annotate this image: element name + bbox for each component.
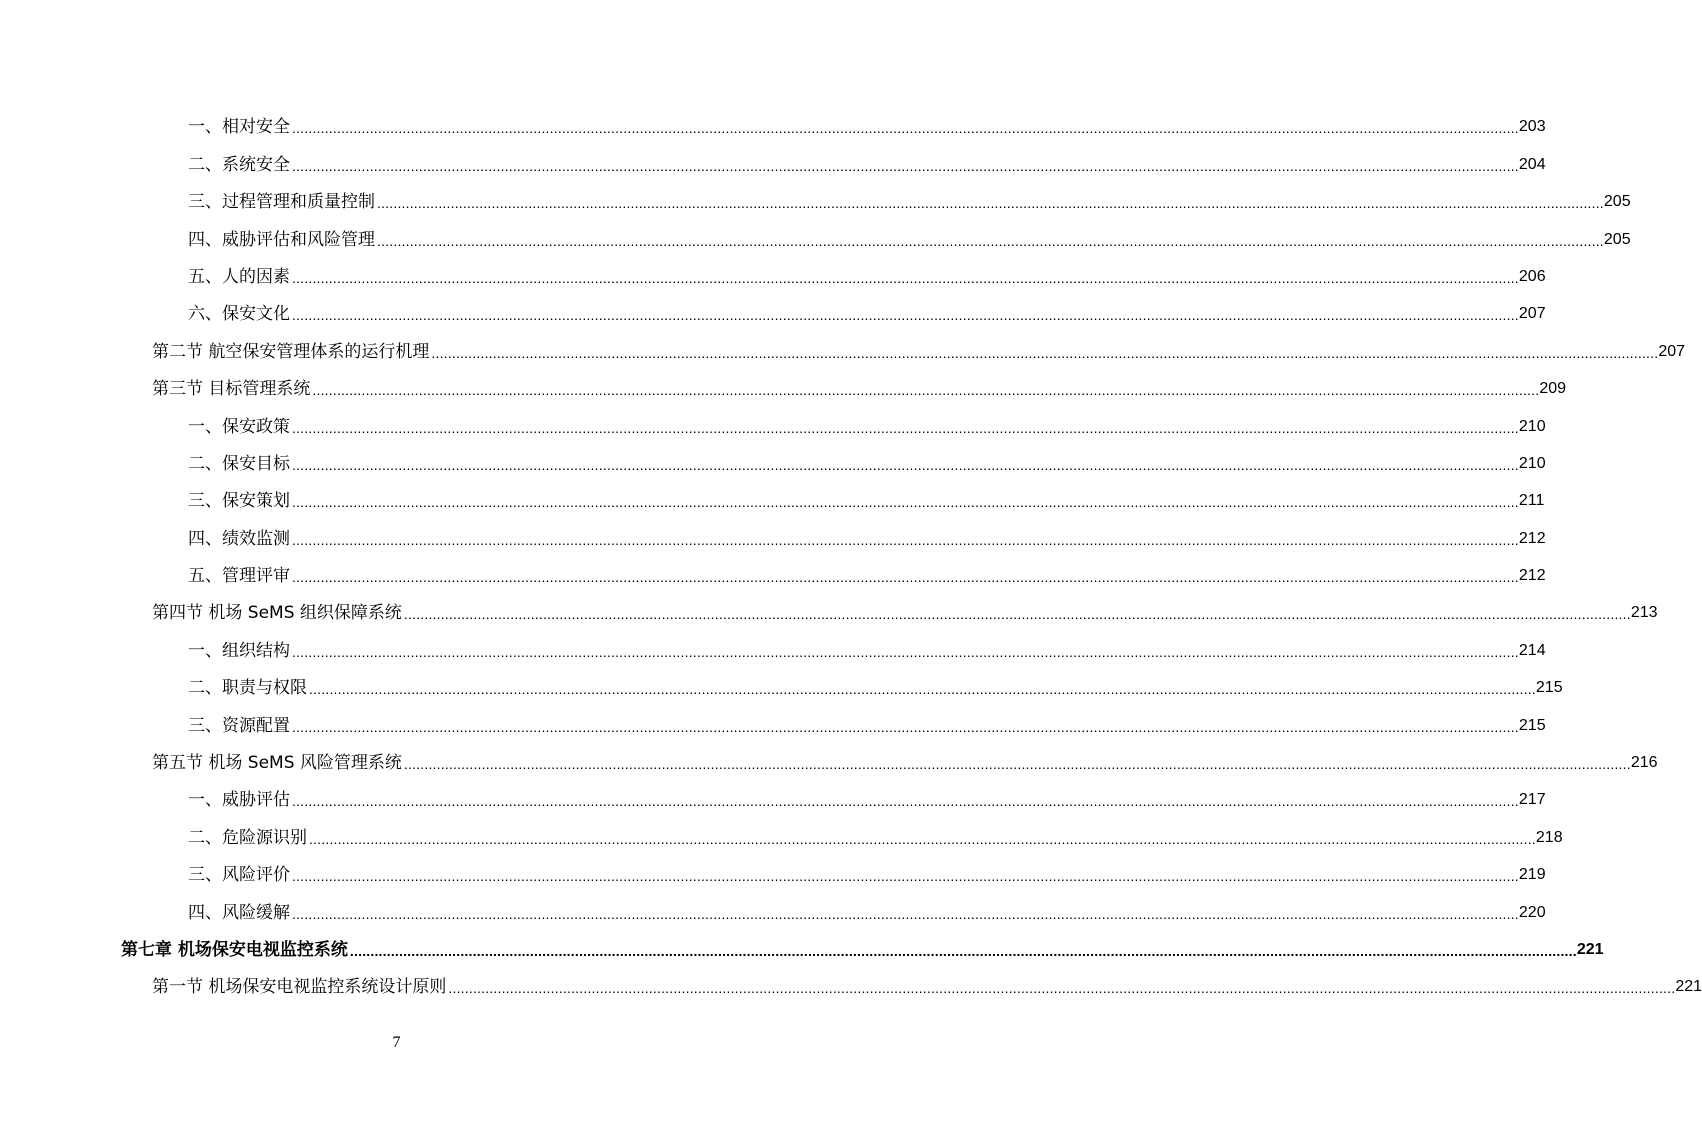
toc-entry-label: 四、威胁评估和风险管理 [188, 229, 375, 250]
toc-entry-label: 第二节 航空保安管理体系的运行机理 [152, 341, 430, 362]
toc-entry-label: 第三节 目标管理系统 [152, 379, 311, 400]
toc-entry-page-number: 221 [1576, 940, 1604, 958]
toc-entry-page-number: 215 [1535, 679, 1563, 697]
toc-entry-item[interactable] [0, 101, 1546, 138]
page-number: 7 [392, 1034, 401, 1051]
toc-entry-label: 五、管理评审 [188, 566, 290, 587]
toc-entry-label: 三、风险评价 [188, 865, 290, 886]
toc-entry-item[interactable] [0, 624, 1546, 661]
toc-entry-label: 第一节 机场保安电视监控系统设计原则 [152, 977, 447, 998]
toc-entry-item[interactable] [0, 886, 1546, 923]
toc-entry-page-number: 219 [1518, 866, 1546, 884]
toc-entry-chapter[interactable] [0, 924, 1604, 961]
dot-leader: ............................................................................................................................................................................................................................................................................................................ [403, 606, 1631, 623]
toc-entry-item[interactable] [0, 438, 1546, 475]
toc-entry-section[interactable] [0, 737, 1658, 774]
toc-entry-page-number: 221 [1675, 978, 1702, 996]
toc-entry-page-number: 206 [1518, 267, 1546, 285]
dot-leader: ............................................................................................................................................................................................................................................................................................................ [292, 905, 1519, 922]
toc-entry-label: 五、人的因素 [188, 266, 290, 287]
toc-entry-item[interactable] [0, 176, 1631, 213]
dot-leader: ............................................................................................................................................................................................................................................................................................................ [448, 980, 1676, 997]
dot-leader: ............................................................................................................................................................................................................................................................................................................ [292, 494, 1519, 511]
toc-entry-page-number: 216 [1630, 754, 1658, 772]
toc-entry-page-number: 203 [1518, 118, 1546, 136]
toc-entry-label: 三、过程管理和质量控制 [188, 192, 375, 213]
toc-entry-item[interactable] [0, 550, 1546, 587]
toc-entry-page-number: 205 [1603, 230, 1631, 248]
toc-entry-section[interactable] [0, 325, 1686, 362]
table-of-contents [0, 101, 1702, 998]
dot-leader: ............................................................................................................................................................................................................................................................................................................ [292, 120, 1519, 137]
toc-entry-label: 一、保安政策 [188, 416, 290, 437]
toc-entry-section[interactable] [0, 961, 1702, 998]
toc-entry-item[interactable] [0, 512, 1546, 549]
toc-entry-label: 一、组织结构 [188, 640, 290, 661]
dot-leader: ............................................................................................................................................................................................................................................................................................................ [292, 269, 1519, 286]
dot-leader: ............................................................................................................................................................................................................................................................................................................ [292, 643, 1519, 660]
toc-entry-label: 第四节 机场 SeMS 组织保障系统 [152, 603, 402, 624]
dot-leader: ............................................................................................................................................................................................................................................................................................................ [349, 942, 1577, 959]
dot-leader: ............................................................................................................................................................................................................................................................................................................ [377, 195, 1604, 212]
toc-entry-page-number: 212 [1518, 529, 1546, 547]
toc-entry-page-number: 213 [1630, 604, 1658, 622]
toc-entry-item[interactable] [0, 475, 1545, 512]
dot-leader: ............................................................................................................................................................................................................................................................................................................ [292, 307, 1519, 324]
toc-entry-label: 二、系统安全 [188, 154, 290, 175]
toc-entry-page-number: 204 [1518, 155, 1546, 173]
toc-entry-label: 第七章 机场保安电视监控系统 [121, 939, 348, 960]
toc-entry-page-number: 211 [1518, 492, 1545, 510]
dot-leader: ............................................................................................................................................................................................................................................................................................................ [292, 793, 1519, 810]
toc-entry-page-number: 212 [1518, 567, 1546, 585]
dot-leader: ............................................................................................................................................................................................................................................................................................................ [292, 569, 1519, 586]
dot-leader: ............................................................................................................................................................................................................................................................................................................ [377, 232, 1604, 249]
toc-entry-page-number: 220 [1518, 903, 1546, 921]
toc-entry-page-number: 207 [1658, 342, 1686, 360]
toc-entry-item[interactable] [0, 774, 1546, 811]
toc-entry-section[interactable] [0, 363, 1567, 400]
toc-entry-item[interactable] [0, 138, 1546, 175]
toc-entry-label: 第五节 机场 SeMS 风险管理系统 [152, 753, 402, 774]
toc-entry-page-number: 218 [1535, 828, 1563, 846]
toc-entry-section[interactable] [0, 587, 1658, 624]
toc-entry-label: 二、保安目标 [188, 453, 290, 474]
toc-entry-page-number: 205 [1603, 193, 1631, 211]
toc-entry-label: 三、资源配置 [188, 715, 290, 736]
toc-entry-item[interactable] [0, 288, 1546, 325]
dot-leader: ............................................................................................................................................................................................................................................................................................................ [292, 456, 1519, 473]
toc-entry-item[interactable] [0, 662, 1563, 699]
dot-leader: ............................................................................................................................................................................................................................................................................................................ [309, 830, 1536, 847]
toc-entry-label: 四、风险缓解 [188, 902, 290, 923]
toc-entry-label: 四、绩效监测 [188, 528, 290, 549]
toc-entry-page-number: 215 [1518, 716, 1546, 734]
toc-entry-page-number: 210 [1518, 417, 1546, 435]
toc-entry-page-number: 210 [1518, 454, 1546, 472]
toc-entry-label: 二、职责与权限 [188, 678, 307, 699]
toc-entry-item[interactable] [0, 400, 1546, 437]
dot-leader: ............................................................................................................................................................................................................................................................................................................ [403, 756, 1631, 773]
dot-leader: ............................................................................................................................................................................................................................................................................................................ [292, 531, 1519, 548]
toc-entry-label: 一、相对安全 [188, 117, 290, 138]
toc-entry-label: 三、保安策划 [188, 491, 290, 512]
toc-entry-page-number: 209 [1539, 380, 1567, 398]
dot-leader: ............................................................................................................................................................................................................................................................................................................ [292, 718, 1519, 735]
toc-entry-page-number: 207 [1518, 305, 1546, 323]
toc-entry-label: 二、危险源识别 [188, 827, 307, 848]
dot-leader: ............................................................................................................................................................................................................................................................................................................ [292, 419, 1519, 436]
toc-entry-item[interactable] [0, 213, 1631, 250]
toc-entry-item[interactable] [0, 811, 1563, 848]
dot-leader: ............................................................................................................................................................................................................................................................................................................ [309, 681, 1536, 698]
toc-entry-item[interactable] [0, 849, 1546, 886]
dot-leader: ............................................................................................................................................................................................................................................................................................................ [292, 868, 1519, 885]
toc-entry-page-number: 214 [1518, 641, 1546, 659]
toc-entry-page-number: 217 [1518, 791, 1546, 809]
dot-leader: ............................................................................................................................................................................................................................................................................................................ [292, 157, 1519, 174]
dot-leader: ............................................................................................................................................................................................................................................................................................................ [431, 344, 1659, 361]
toc-entry-label: 一、威胁评估 [188, 790, 290, 811]
toc-entry-item[interactable] [0, 251, 1546, 288]
dot-leader: ............................................................................................................................................................................................................................................................................................................ [312, 382, 1540, 399]
toc-entry-label: 六、保安文化 [188, 304, 290, 325]
toc-entry-item[interactable] [0, 699, 1546, 736]
